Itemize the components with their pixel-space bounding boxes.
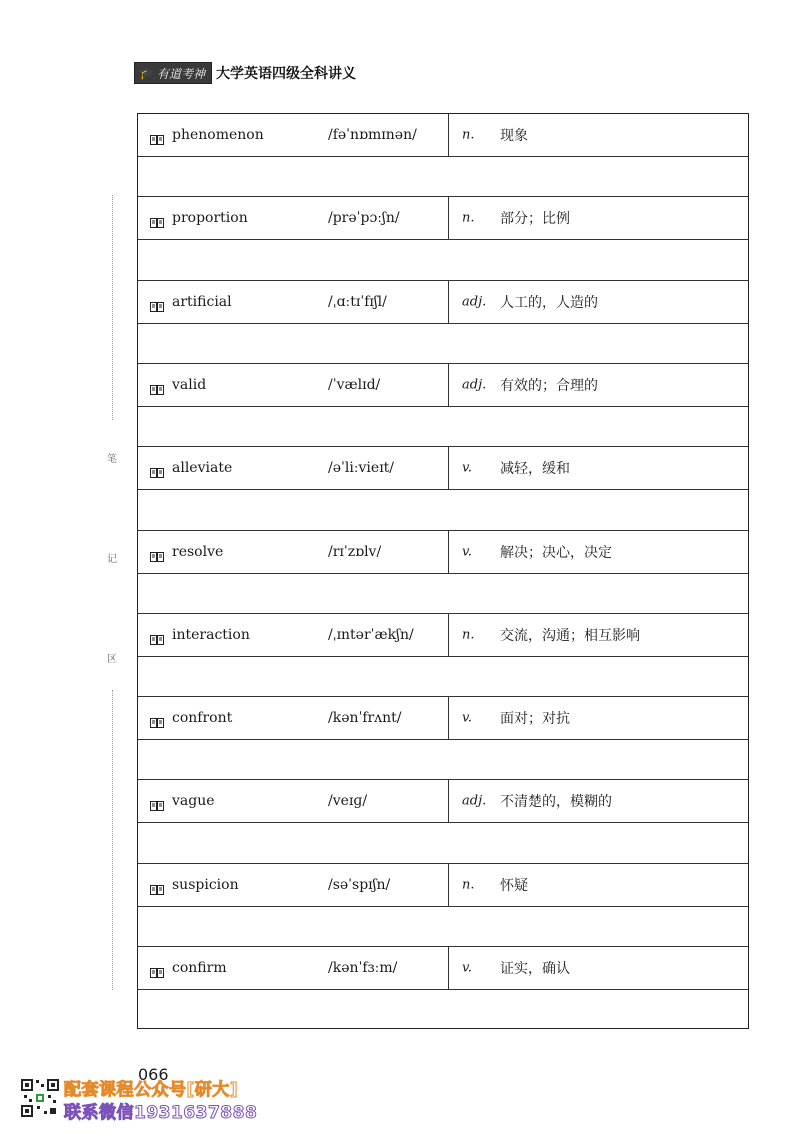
- vocab-meaning: 人工的，人造的: [500, 295, 598, 311]
- notes-margin-line-top: [112, 195, 113, 420]
- vocab-entry-row: [138, 197, 748, 240]
- column-divider: [448, 780, 449, 822]
- vocab-entry-row: [138, 531, 748, 574]
- vocab-part-of-speech: v.: [462, 710, 472, 726]
- vocab-meaning: 怀疑: [500, 878, 528, 894]
- brand-name: 有道考神: [156, 66, 205, 81]
- vocab-phonetic: /fəˈnɒmɪnən/: [328, 127, 417, 143]
- vocab-part-of-speech: v.: [462, 544, 472, 560]
- vocab-phonetic: /səˈspɪʃn/: [328, 877, 391, 893]
- column-divider: [448, 697, 449, 739]
- vocab-entry-row: [138, 614, 748, 657]
- vocab-word: resolve: [172, 544, 224, 560]
- vocab-word: interaction: [172, 627, 250, 643]
- vocab-phonetic: /veɪɡ/: [328, 793, 368, 809]
- vocab-meaning: 面对；对抗: [500, 711, 570, 727]
- vocab-meaning: 现象: [500, 128, 528, 144]
- qr-code-icon: [20, 1078, 60, 1118]
- page-number: 066: [138, 1065, 169, 1084]
- vocab-meaning: 证实，确认: [500, 961, 570, 977]
- vocab-phonetic: /prəˈpɔːʃn/: [328, 210, 400, 226]
- vocab-word: phenomenon: [172, 127, 264, 143]
- book-icon: [150, 213, 164, 223]
- row-top-border: [138, 446, 748, 447]
- column-divider: [448, 614, 449, 656]
- column-divider: [448, 281, 449, 323]
- book-icon: [150, 796, 164, 806]
- vocab-meaning: 解决；决心，决定: [500, 545, 612, 561]
- row-top-border: [138, 196, 748, 197]
- promo-line-1: 配套课程公众号[研大]: [64, 1080, 239, 1100]
- vocab-phonetic: /ˌɪntərˈækʃn/: [328, 627, 414, 643]
- brand-logo: [134, 62, 212, 84]
- vocab-entry-row: [138, 281, 748, 324]
- row-top-border: [138, 779, 748, 780]
- book-title: 大学英语四级全科讲义: [215, 66, 356, 82]
- row-top-border: [138, 363, 748, 364]
- vocab-part-of-speech: adj.: [462, 793, 487, 809]
- page-header: [134, 62, 356, 84]
- vocab-part-of-speech: n.: [462, 877, 475, 893]
- margin-char-3: 区: [107, 654, 117, 665]
- vocab-word: suspicion: [172, 877, 239, 893]
- vocab-part-of-speech: v.: [462, 960, 472, 976]
- book-icon: [150, 463, 164, 473]
- vocab-word: proportion: [172, 210, 248, 226]
- row-top-border: [138, 280, 748, 281]
- vocab-entry-row: [138, 947, 748, 990]
- graduation-cap-icon: 🎓: [139, 66, 154, 80]
- vocab-phonetic: /kənˈfɜːm/: [328, 960, 398, 976]
- vocabulary-table: [137, 113, 749, 1029]
- margin-char-1: 笔: [107, 454, 117, 465]
- vocab-entry-row: [138, 780, 748, 823]
- vocab-word: artificial: [172, 294, 232, 310]
- vocab-phonetic: /kənˈfrʌnt/: [328, 710, 402, 726]
- vocab-entry-row: [138, 697, 748, 740]
- book-icon: [150, 713, 164, 723]
- vocab-meaning: 减轻，缓和: [500, 461, 570, 477]
- column-divider: [448, 531, 449, 573]
- column-divider: [448, 947, 449, 989]
- vocab-part-of-speech: adj.: [462, 377, 487, 393]
- row-top-border: [138, 613, 748, 614]
- book-icon: [150, 380, 164, 390]
- notes-margin-line-bottom: [112, 690, 113, 990]
- vocab-part-of-speech: n.: [462, 210, 475, 226]
- vocab-word: confirm: [172, 960, 227, 976]
- vocab-part-of-speech: n.: [462, 627, 475, 643]
- column-divider: [448, 364, 449, 406]
- vocab-meaning: 有效的；合理的: [500, 378, 598, 394]
- vocab-entry-row: [138, 364, 748, 407]
- book-icon: [150, 630, 164, 640]
- vocab-word: confront: [172, 710, 233, 726]
- column-divider: [448, 447, 449, 489]
- book-icon: [150, 130, 164, 140]
- vocab-part-of-speech: n.: [462, 127, 475, 143]
- book-icon: [150, 880, 164, 890]
- vocab-word: alleviate: [172, 460, 233, 476]
- vocab-phonetic: /ˈvælɪd/: [328, 377, 381, 393]
- row-top-border: [138, 863, 748, 864]
- vocab-meaning: 不清楚的，模糊的: [500, 794, 612, 810]
- vocab-word: valid: [172, 377, 207, 393]
- vocab-meaning: 部分；比例: [500, 211, 570, 227]
- vocab-entry-row: [138, 114, 748, 157]
- row-top-border: [138, 530, 748, 531]
- vocab-phonetic: /rɪˈzɒlv/: [328, 544, 382, 560]
- vocab-part-of-speech: v.: [462, 460, 472, 476]
- vocab-word: vague: [172, 793, 215, 809]
- vocab-phonetic: /əˈliːvieɪt/: [328, 460, 395, 476]
- row-top-border: [138, 946, 748, 947]
- vocab-phonetic: /ˌɑːtɪˈfɪʃl/: [328, 294, 387, 310]
- column-divider: [448, 114, 449, 156]
- vocab-entry-row: [138, 447, 748, 490]
- book-icon: [150, 297, 164, 307]
- margin-char-2: 记: [107, 554, 117, 565]
- promo-line-2: 联系微信1931637888: [64, 1103, 258, 1123]
- vocab-meaning: 交流，沟通；相互影响: [500, 628, 640, 644]
- column-divider: [448, 864, 449, 906]
- vocab-entry-row: [138, 864, 748, 907]
- book-icon: [150, 547, 164, 557]
- vocab-part-of-speech: adj.: [462, 294, 487, 310]
- book-icon: [150, 963, 164, 973]
- row-top-border: [138, 696, 748, 697]
- column-divider: [448, 197, 449, 239]
